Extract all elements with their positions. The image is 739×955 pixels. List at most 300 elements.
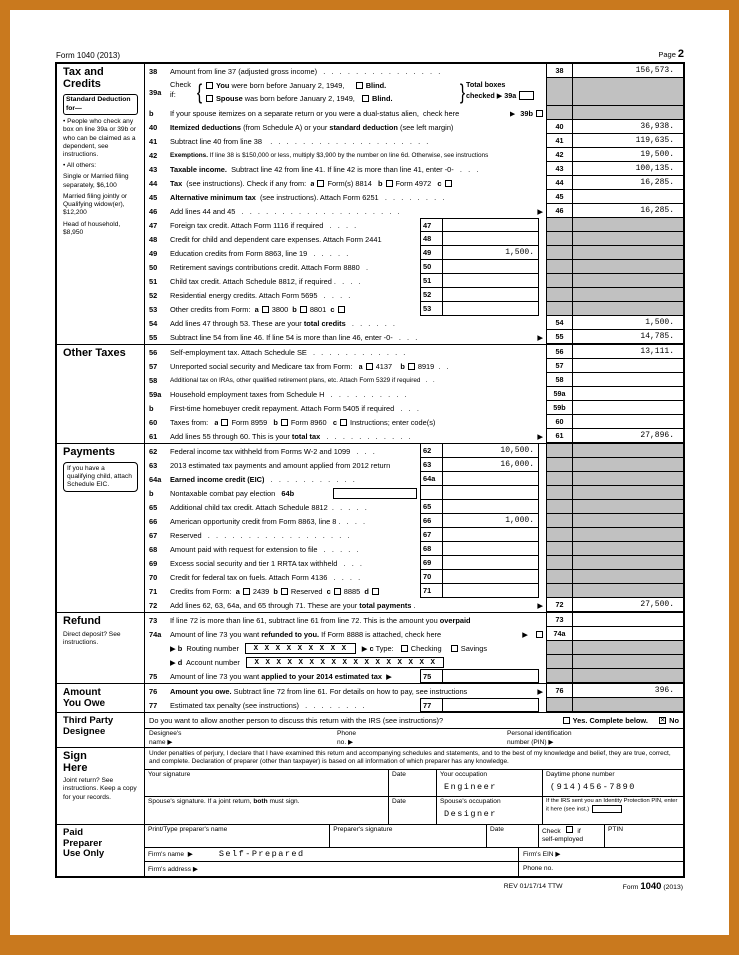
line-box-number: 55	[546, 330, 573, 344]
line-48-amount[interactable]	[442, 232, 539, 246]
text: was born before January 2, 1949,	[242, 94, 359, 104]
text: X X X X X X X X X X X X X X X X X	[246, 657, 445, 668]
sidebar-amount-you-owe	[57, 684, 145, 712]
brace-close: }	[459, 80, 466, 104]
line-description	[170, 120, 546, 134]
line-box-number: 58	[546, 373, 573, 387]
firm-name-field[interactable]: Firm's name ▶ Self-Prepared	[148, 849, 305, 860]
checkbox-form-4972[interactable]	[386, 180, 393, 187]
shaded-cell	[573, 655, 683, 669]
sidebar-paid-preparer	[57, 825, 145, 876]
line-49-amount[interactable]: 1,500.	[442, 246, 539, 260]
text: Add lines 62, 63, 64a, and 65 through 71. These are your	[170, 600, 360, 610]
total-boxes-checked-entry[interactable]	[519, 91, 534, 100]
line-box-number: 43	[546, 162, 573, 176]
line-description	[170, 345, 546, 359]
line-40-amount[interactable]: 36,938.	[573, 120, 683, 134]
text: Reserved . . . . . . . . . . . . . . . . . .	[170, 530, 350, 540]
checkbox-53c[interactable]	[338, 306, 345, 313]
line-description	[170, 458, 420, 472]
line-number: 73	[149, 615, 158, 625]
line-45-amount[interactable]	[573, 190, 683, 204]
eic-note: If you have a qualifying child, attach Schedule EIC.	[63, 462, 138, 493]
text: 8801	[309, 304, 331, 314]
text: ▶	[537, 332, 543, 342]
checkbox-account-checking[interactable]	[401, 645, 408, 652]
checkbox-form-4137[interactable]	[366, 363, 373, 370]
line-description	[170, 204, 546, 218]
line-description	[170, 176, 546, 190]
firm-address-field[interactable]: Firm's address ▶	[148, 865, 198, 873]
text: Exemptions.	[170, 151, 208, 159]
brace-open: {	[196, 80, 203, 104]
line-64a-amount[interactable]	[442, 472, 539, 486]
form-1040-page2	[10, 10, 729, 935]
line-43-amount[interactable]: 100,135.	[573, 162, 683, 176]
line-number: 75	[149, 671, 158, 681]
mid-box-number: 64a	[420, 472, 442, 486]
ptin-field[interactable]: PTIN	[608, 825, 624, 833]
line-42-amount[interactable]: 19,500.	[573, 148, 683, 162]
checkbox-39b-dual-status[interactable]	[536, 110, 543, 117]
line-description	[170, 415, 546, 429]
designee-name-field[interactable]: Designee's name ▶	[149, 730, 182, 746]
line-description	[170, 584, 420, 598]
shaded-cell	[573, 641, 683, 655]
amount-owe-rows	[145, 684, 683, 712]
identity-pin-entry-box[interactable]	[592, 805, 622, 813]
line-53-amount[interactable]	[442, 302, 539, 316]
line-76-amount[interactable]: 396.	[573, 684, 683, 698]
line-box-number: 45	[546, 190, 573, 204]
line-number: 51	[149, 276, 158, 286]
shaded-cell	[573, 528, 683, 542]
text: Alternative minimum tax	[170, 192, 256, 202]
spouse-born-blind-row	[203, 92, 459, 105]
text: Unreported social security and Medicare tax from Form:	[170, 361, 359, 371]
line-63	[145, 458, 683, 472]
check-if-label: Check if:	[170, 80, 191, 99]
checkbox-form-8919[interactable]	[408, 363, 415, 370]
sidebar-note: Married filing jointly or Qualifying widow(er), $12,200	[63, 192, 128, 217]
text: Add lines 55 through 60. This is your	[170, 431, 292, 441]
checkbox-form-8960[interactable]	[281, 419, 288, 426]
mid-box-number: 63	[420, 458, 442, 472]
text: Routing number	[182, 643, 246, 653]
spouse-occupation-field[interactable]: Spouse's occupation Designer	[437, 797, 543, 824]
text: d	[177, 657, 183, 667]
text: standard deduction	[329, 122, 398, 132]
text: 8919 . .	[417, 361, 449, 371]
line-56-amount[interactable]: 13,111.	[573, 345, 683, 359]
checkbox-60c-instructions[interactable]	[340, 419, 347, 426]
sidebar-sign-here	[57, 748, 145, 824]
page-indicator	[658, 48, 684, 60]
preparer-header-row	[145, 825, 683, 848]
checkbox-account-savings[interactable]	[451, 645, 458, 652]
checkbox-form-3800[interactable]	[262, 306, 269, 313]
section-title: Sign	[63, 750, 87, 762]
text: b	[273, 417, 278, 427]
checkbox-form-2439[interactable]	[243, 588, 250, 595]
line-50-amount[interactable]	[442, 260, 539, 274]
section-refund	[57, 612, 683, 683]
shaded-cell	[573, 556, 683, 570]
line-number: 40	[149, 122, 158, 132]
total-boxes-checked-label: Total boxes checked ▶ 39a	[466, 78, 546, 106]
line-description	[170, 556, 420, 570]
third-party-designee-row	[145, 728, 683, 747]
third-party-question-row	[145, 713, 683, 728]
sidebar-payments	[57, 444, 145, 612]
your-occupation-field[interactable]: Your occupation Engineer	[437, 770, 543, 796]
sidebar-note: • All others:	[63, 162, 97, 170]
line-46-amount[interactable]: 16,285.	[573, 204, 683, 218]
text: Education credits from Form 8863, line 19 . . . . .	[170, 248, 349, 258]
checkbox-form-8959[interactable]	[221, 419, 228, 426]
shaded-cell	[573, 698, 683, 712]
you-born-blind-row	[203, 79, 459, 92]
line-description	[170, 190, 546, 204]
daytime-phone-field[interactable]: Daytime phone number (914)456-7890	[543, 770, 683, 796]
text: ▶	[170, 643, 178, 653]
text: b	[400, 361, 405, 371]
text: Household employment taxes from Schedule H . . . . . . . . . .	[170, 389, 407, 399]
section-amount-you-owe	[57, 683, 683, 712]
checkbox-spouse-blind[interactable]	[362, 95, 369, 102]
firm-name-value[interactable]: Self-Prepared	[218, 849, 305, 860]
line-47-amount[interactable]	[442, 218, 539, 232]
text: c	[437, 178, 442, 188]
text: American opportunity credit from Form 8863, line 8 . . . .	[170, 516, 366, 526]
checkbox-44c[interactable]	[445, 180, 452, 187]
line-number: 60	[149, 417, 158, 427]
spouse-signature-field[interactable]	[145, 797, 389, 824]
third-party-question: Do you want to allow another person to discuss this return with the IRS (see instructions)?	[149, 716, 444, 725]
text: (see instructions). Attach Form 6251 . . . . . . . .	[255, 192, 445, 202]
text: total credits	[303, 318, 346, 328]
line-77-amount[interactable]	[442, 698, 539, 712]
mid-box-number: 53	[420, 302, 442, 316]
line-number: b	[149, 403, 154, 413]
line-box-number: 73	[546, 613, 573, 627]
line-65-amount[interactable]	[442, 500, 539, 514]
section-title: Here	[63, 761, 88, 774]
text: c	[326, 586, 331, 596]
shaded-cell	[546, 584, 573, 598]
line-description	[170, 260, 420, 274]
line-number: 63	[149, 460, 158, 470]
line-64b	[145, 486, 683, 500]
designee-phone-field[interactable]: Phone no. ▶	[337, 730, 357, 746]
line-73	[145, 613, 683, 627]
page-header	[55, 48, 685, 62]
shaded-cell	[546, 472, 573, 486]
shaded-cell	[546, 444, 573, 458]
text: Blind.	[371, 94, 393, 104]
shaded-cell	[546, 542, 573, 556]
other-taxes-rows	[145, 345, 683, 443]
text: ▶	[522, 629, 528, 639]
sidebar-note: • People who check any box on line 39a or 39b or who can be claimed as a dependent, see instructions.	[63, 118, 136, 158]
line-69	[145, 556, 683, 570]
paid-preparer-content	[145, 825, 683, 876]
checkbox-71d[interactable]	[372, 588, 379, 595]
section-paid-preparer	[57, 824, 683, 876]
line-70	[145, 570, 683, 584]
sidebar-third-party	[57, 713, 145, 747]
section-title: Use Only	[63, 848, 105, 860]
line-box-number: 59a	[546, 387, 573, 401]
line-description	[170, 64, 546, 78]
text: If your spouse itemizes on a separate return or you were a dual-status alien, check here	[170, 108, 462, 118]
line-59b-amount[interactable]	[573, 401, 683, 415]
text: . . . . . .	[345, 318, 395, 328]
your-occupation-value[interactable]: Engineer	[444, 782, 497, 793]
spouse-signature-row	[145, 797, 683, 824]
shaded-cell	[573, 444, 683, 458]
line-75-amount[interactable]	[442, 669, 539, 683]
line-description	[170, 246, 420, 260]
text: a	[254, 304, 259, 314]
preparer-name-field[interactable]: Print/Type preparer's name	[145, 825, 330, 847]
shaded-cell	[573, 514, 683, 528]
line-41	[145, 134, 683, 148]
section-payments	[57, 443, 683, 612]
line-70-amount[interactable]	[442, 570, 539, 584]
line-number	[145, 655, 170, 669]
checkbox-third-party-yes[interactable]	[563, 717, 570, 724]
line-67-amount[interactable]	[442, 528, 539, 542]
text: a	[358, 361, 363, 371]
line-72	[145, 598, 683, 612]
line-52-amount[interactable]	[442, 288, 539, 302]
line-description	[170, 528, 420, 542]
checkbox-71b-reserved[interactable]	[281, 588, 288, 595]
shaded-cell	[546, 698, 573, 712]
line-number: 57	[149, 361, 158, 371]
shaded-cell	[573, 232, 683, 246]
shaded-cell	[546, 288, 573, 302]
text: 2013 estimated tax payments and amount applied from 2012 return	[170, 460, 391, 470]
line-60-amount[interactable]	[573, 415, 683, 429]
line-49	[145, 246, 683, 260]
text: were born before January 2, 1949,	[229, 80, 353, 90]
line-68-amount[interactable]	[442, 542, 539, 556]
text: Amount paid with request for extension to file . . . . .	[170, 544, 359, 554]
checkbox-spouse-born-before-1949[interactable]	[206, 95, 213, 102]
taxpayer-signature-row	[145, 770, 683, 797]
line-61-amount[interactable]: 27,896.	[573, 429, 683, 443]
text: Retirement savings contributions credit. Attach Form 8880 .	[170, 262, 368, 272]
line-72-amount[interactable]: 27,500.	[573, 598, 683, 612]
line-45	[145, 190, 683, 204]
mid-box-number: 69	[420, 556, 442, 570]
section-title: Preparer	[63, 837, 103, 849]
line-71-amount[interactable]	[442, 584, 539, 598]
checkbox-form-8885[interactable]	[334, 588, 341, 595]
page-footer	[55, 878, 685, 892]
preparer-signature-field[interactable]: Preparer's signature	[330, 825, 487, 847]
line-44-amount[interactable]: 16,285.	[573, 176, 683, 190]
firm-phone-field[interactable]: Phone no.	[518, 862, 683, 876]
text: If line 38 is $150,000 or less, multiply $3,900 by the number on line 6d. Otherwise, see instructions	[208, 151, 489, 159]
line-66-amount[interactable]: 1,000.	[442, 514, 539, 528]
shaded-cell	[546, 302, 573, 316]
line-description	[170, 359, 546, 373]
your-signature-field[interactable]: Your signature	[145, 770, 389, 796]
line-65	[145, 500, 683, 514]
shaded-cell	[573, 106, 683, 120]
form-body	[55, 62, 685, 878]
line-54	[145, 316, 683, 330]
line-number: 68	[149, 544, 158, 554]
line-76	[145, 684, 683, 698]
section-title: Designee	[63, 725, 106, 737]
shaded-cell	[573, 500, 683, 514]
line-number: 54	[149, 318, 158, 328]
text: b	[177, 643, 183, 653]
text: Earned income credit (EIC)	[170, 474, 265, 484]
firm-ein-field[interactable]: Firm's EIN ▶	[518, 848, 683, 861]
line-54-amount[interactable]: 1,500.	[573, 316, 683, 330]
line-74a-amount[interactable]	[573, 627, 683, 641]
page-number: 2	[677, 48, 684, 60]
line-box-number: 61	[546, 429, 573, 443]
text: Amount of line 73 you want	[170, 629, 262, 639]
text: Other credits from Form:	[170, 304, 255, 314]
line-56	[145, 345, 683, 359]
shaded-cell	[573, 486, 683, 500]
checkbox-third-party-no[interactable]: ✕	[659, 716, 666, 724]
checkbox-forms-8814[interactable]	[317, 180, 324, 187]
text: Form 4972	[395, 178, 438, 188]
text: ▶	[537, 600, 543, 610]
shaded-cell	[546, 218, 573, 232]
line-description	[170, 162, 546, 176]
line-box-number: 44	[546, 176, 573, 190]
line-58	[145, 373, 683, 387]
checkbox-self-employed[interactable]	[566, 826, 573, 833]
text: c	[332, 417, 337, 427]
line-description	[170, 288, 420, 302]
line-55-amount[interactable]: 14,785.	[573, 330, 683, 344]
line-description	[170, 627, 546, 641]
spouse-signature-date-field[interactable]: Date	[389, 797, 437, 824]
line-41-amount[interactable]: 119,635.	[573, 134, 683, 148]
your-signature-date-field[interactable]: Date	[389, 770, 437, 796]
text: Additional tax on IRAs, other qualified retirement plans, etc. Attach Form 5329 if required . .	[170, 376, 435, 384]
shaded-cell	[573, 472, 683, 486]
line-74a	[145, 627, 683, 641]
mid-box-number: 70	[420, 570, 442, 584]
text: total tax	[291, 431, 321, 441]
text: You	[216, 80, 230, 90]
checkbox-form-8801[interactable]	[300, 306, 307, 313]
line-number: 72	[149, 600, 158, 610]
text: Estimated tax penalty (see instructions) . . . . . . . .	[170, 700, 365, 710]
mid-box-number: 48	[420, 232, 442, 246]
combat-pay-entry-box[interactable]	[333, 488, 417, 499]
shaded-cell	[546, 274, 573, 288]
line-description	[170, 387, 546, 401]
text: First-time homebuyer credit repayment. Attach Form 5405 if required . . .	[170, 403, 419, 413]
line-number: 59a	[149, 389, 162, 399]
daytime-phone-value[interactable]: (914)456-7890	[550, 782, 636, 793]
text: If Form 8888 is attached, check here	[319, 629, 446, 639]
line-55	[145, 330, 683, 344]
text: Type:	[373, 643, 398, 653]
line-description	[170, 429, 546, 443]
text: (see left margin)	[397, 122, 454, 132]
text: Nontaxable combat pay election	[170, 488, 282, 498]
line-39a	[145, 78, 683, 106]
text: Residential energy credits. Attach Form 5695 . . . .	[170, 290, 351, 300]
third-party-content	[145, 713, 683, 747]
line-69-amount[interactable]	[442, 556, 539, 570]
text: 39b	[520, 108, 533, 118]
line-number: 71	[149, 586, 158, 596]
section-title: Tax and Credits	[63, 66, 104, 90]
line-number: 76	[149, 686, 158, 696]
section-title: You Owe	[63, 698, 106, 709]
text: ▶	[381, 671, 392, 681]
line-38-amount[interactable]: 156,573.	[573, 64, 683, 78]
identity-protection-pin-field[interactable]: If the IRS sent you an Identity Protection PIN, enter it here (see inst.)	[546, 797, 678, 813]
line-box-number: 72	[546, 598, 573, 612]
line-number: 52	[149, 290, 158, 300]
line-box-number: 60	[546, 415, 573, 429]
line-62-amount[interactable]: 10,500.	[442, 444, 539, 458]
shaded-cell	[573, 246, 683, 260]
section-third-party-designee	[57, 712, 683, 747]
text: Blind.	[365, 80, 387, 90]
text: Instructions; enter code(s)	[349, 417, 436, 427]
line-number: 50	[149, 262, 158, 272]
line-51-amount[interactable]	[442, 274, 539, 288]
shaded-cell	[573, 288, 683, 302]
shaded-cell	[573, 302, 683, 316]
line-description	[170, 698, 420, 712]
tax-credits-rows	[145, 64, 683, 344]
shaded-cell	[573, 542, 683, 556]
line-57-amount[interactable]	[573, 359, 683, 373]
line-description	[170, 134, 546, 148]
line-description	[170, 401, 546, 415]
checkbox-you-born-before-1949[interactable]	[206, 82, 213, 89]
checkbox-form-8888[interactable]	[536, 631, 543, 638]
line-box-number: 41	[546, 134, 573, 148]
line-59a-amount[interactable]	[573, 387, 683, 401]
line-73-amount[interactable]	[573, 613, 683, 627]
text: Spouse's signature. If a joint return,	[148, 797, 254, 805]
preparer-date-field[interactable]: Date	[487, 825, 539, 847]
line-77	[145, 698, 683, 712]
checkbox-you-blind[interactable]	[356, 82, 363, 89]
line-number: 44	[149, 178, 158, 188]
line-description	[170, 542, 420, 556]
text: total payments	[359, 600, 412, 610]
line-58-amount[interactable]	[573, 373, 683, 387]
line-number: 46	[149, 206, 158, 216]
line-number: 61	[149, 431, 158, 441]
spouse-occupation-value[interactable]: Designer	[444, 809, 497, 820]
shaded-cell	[546, 528, 573, 542]
line-63-amount[interactable]: 16,000.	[442, 458, 539, 472]
text: a	[310, 178, 315, 188]
text: Form(s) 8814	[327, 178, 378, 188]
designee-pin-field[interactable]: Personal identification number (PIN) ▶	[507, 730, 572, 746]
